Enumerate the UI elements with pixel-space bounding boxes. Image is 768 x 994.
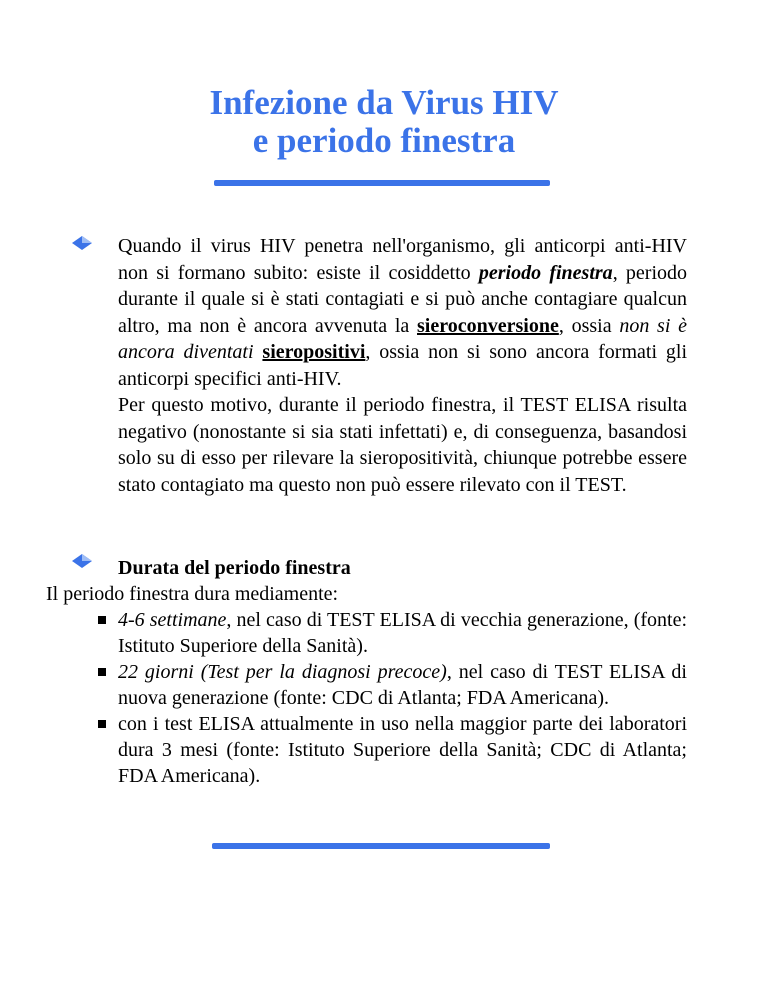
term-sieroconversione: sieroconversione <box>417 314 559 337</box>
top-divider <box>214 180 550 186</box>
paragraph-1 <box>118 233 687 392</box>
list-item <box>118 711 687 789</box>
square-bullet-icon <box>98 720 106 728</box>
italic-phrase: non si è ancora diventati <box>118 314 687 363</box>
section-heading: Durata del periodo finestra <box>118 557 351 579</box>
text-run: , ossia <box>558 314 620 337</box>
page-title <box>0 84 768 160</box>
paragraph-2: Per questo motivo, durante il periodo finestra, il TEST ELISA risulta negativo (nonostante si sia stati infettati) e, di conseguenza, basandosi solo su di esso per rilevare la sieropositività, chiunque potrebbe essere stato contagiato ma questo non può essere rilevato con il TEST. <box>118 394 687 496</box>
item-emphasis: 22 giorni (Test per la diagnosi precoce) <box>118 661 447 683</box>
item-text: , nel caso di TEST ELISA di vecchia generazione, (fonte: Istituto Superiore della Sanità). <box>118 609 688 657</box>
diamond-bullet-icon <box>72 554 92 568</box>
list-item <box>118 659 687 711</box>
section-intro: Il periodo finestra dura mediamente: <box>46 583 339 605</box>
duration-list <box>118 607 687 789</box>
title-line-1: Infezione da Virus HIV <box>209 83 559 122</box>
item-text: con i test ELISA attualmente in uso nella maggior parte dei laboratori dura 3 mesi (fonte: Istituto Superiore della Sanità; CDC di Atlanta; FDA Americana). <box>118 713 687 787</box>
text-run: Quando il virus HIV penetra nell'organismo, gli anticorpi anti-HIV non si formano subito: esiste il cosiddetto <box>118 235 687 284</box>
bottom-divider <box>212 843 550 849</box>
text-run: , ossia non si sono ancora formati gli anticorpi specifici anti-HIV. <box>118 341 687 390</box>
section-intro-text <box>118 233 687 498</box>
item-emphasis: 4-6 settimane <box>118 609 227 631</box>
list-item <box>118 607 687 659</box>
term-periodo-finestra: periodo finestra <box>478 261 613 284</box>
term-sieropositivi: sieropositivi <box>262 341 366 363</box>
diamond-bullet-icon <box>72 236 92 250</box>
title-line-2: e periodo finestra <box>252 121 516 160</box>
item-text: , nel caso di TEST ELISA di nuova generazione (fonte: CDC di Atlanta; FDA Americana). <box>118 661 687 709</box>
square-bullet-icon <box>98 616 106 624</box>
text-run: , periodo durante il quale si è stati contagiati e si può anche contagiare qualcun altro, ma non è ancora avvenuta la <box>118 261 688 337</box>
square-bullet-icon <box>98 668 106 676</box>
